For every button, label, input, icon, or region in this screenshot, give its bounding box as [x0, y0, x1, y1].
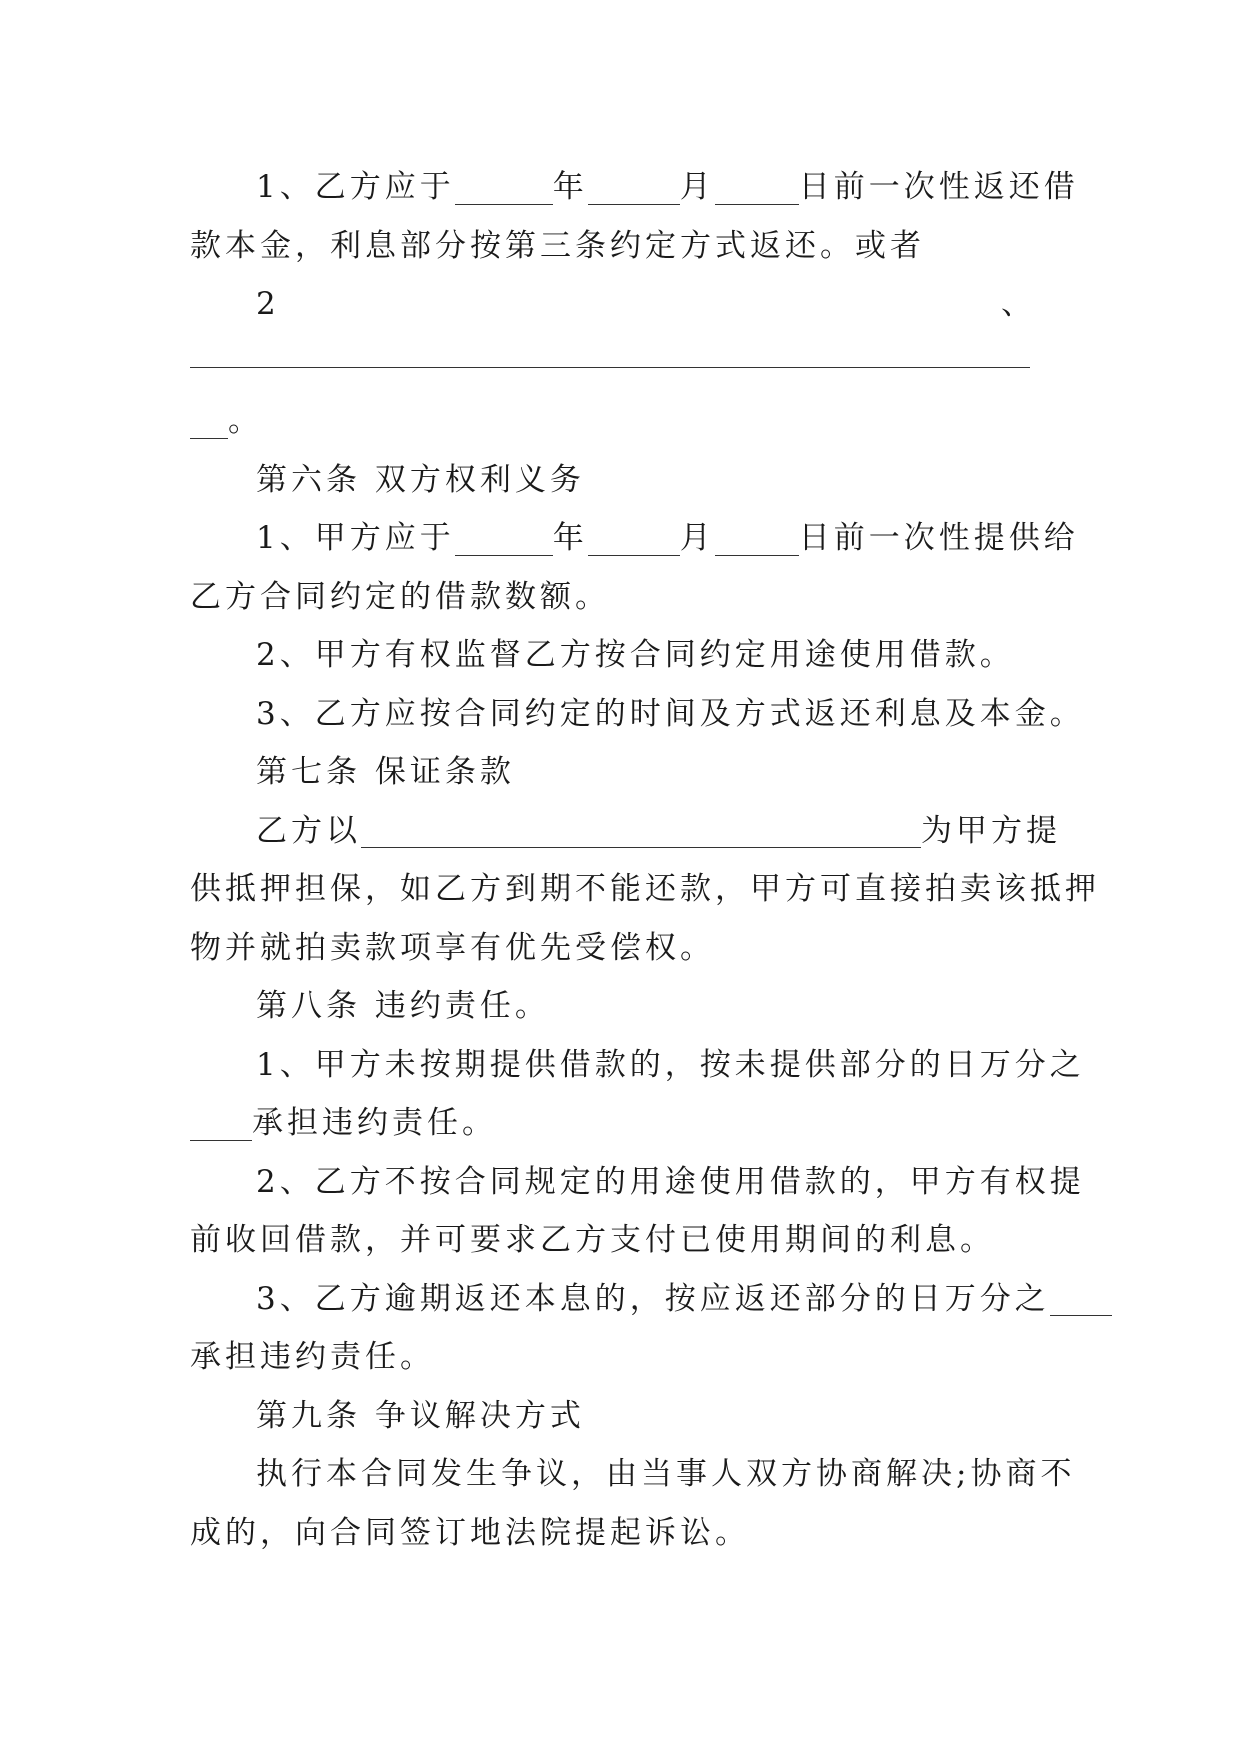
article-6-item-1-line-2: 乙方合同约定的借款数额。	[190, 578, 610, 615]
article-6-title: 第六条 双方权利义务	[256, 461, 585, 498]
article-7-line-1: 乙方以 为甲方提	[256, 812, 1061, 849]
article-9-line-1: 执行本合同发生争议，由当事人双方协商解决;协商不	[256, 1456, 1076, 1492]
collateral-blank	[361, 813, 921, 848]
fill-in-rule	[190, 334, 1050, 393]
rate-blank	[190, 1106, 252, 1141]
end-blank	[190, 404, 228, 439]
day-blank	[715, 521, 799, 556]
article-6-item-1-line-1: 1、甲方应于 年 月 日前一次性提供给	[256, 520, 1079, 556]
article-9-title: 第九条 争议解决方式	[256, 1397, 585, 1434]
article-8-item-2-line-1: 2、乙方不按合同规定的用途使用借款的，甲方有权提	[256, 1163, 1085, 1200]
article-8-item-3-line-2: 承担违约责任。	[190, 1339, 435, 1375]
year-blank	[455, 521, 553, 556]
day-blank	[715, 170, 799, 205]
article-8-item-2-line-2: 前收回借款，并可要求乙方支付已使用期间的利息。	[190, 1222, 995, 1258]
article-6-item-2: 2、甲方有权监督乙方按合同约定用途使用借款。	[256, 637, 1015, 673]
clause-5-item-1-line-1: 1、乙方应于 年 月 日前一次性返还借	[256, 169, 1079, 205]
article-6-item-3: 3、乙方应按合同约定的时间及方式返还利息及本金。	[256, 695, 1085, 732]
clause-5-item-1-line-2: 款本金，利息部分按第三条约定方式返还。或者	[190, 227, 925, 264]
month-blank	[588, 170, 680, 205]
article-7-line-2: 供抵押担保，如乙方到期不能还款，甲方可直接拍卖该抵押	[190, 871, 1100, 907]
article-8-item-1-line-1: 1、甲方未按期提供借款的，按未提供部分的日万分之	[256, 1046, 1085, 1083]
article-8-title: 第八条 违约责任。	[256, 988, 550, 1024]
month-blank	[588, 521, 680, 556]
article-7-title: 第七条 保证条款	[256, 754, 515, 790]
article-8-item-1-line-2: 承担违约责任。	[190, 1094, 1050, 1153]
article-7-line-3: 物并就拍卖款项享有优先受偿权。	[190, 929, 715, 966]
clause-5-item-2-end: 。	[190, 392, 1050, 451]
rate-blank	[1050, 1281, 1112, 1316]
article-8-item-3-line-1: 3、乙方逾期返还本息的，按应返还部分的日万分之	[190, 1270, 1050, 1329]
document-body	[190, 158, 1100, 1562]
year-blank	[455, 170, 553, 205]
clause-5-item-2-line-1: 2 、	[256, 286, 1036, 322]
article-9-line-2: 成的，向合同签订地法院提起诉讼。	[190, 1514, 750, 1551]
